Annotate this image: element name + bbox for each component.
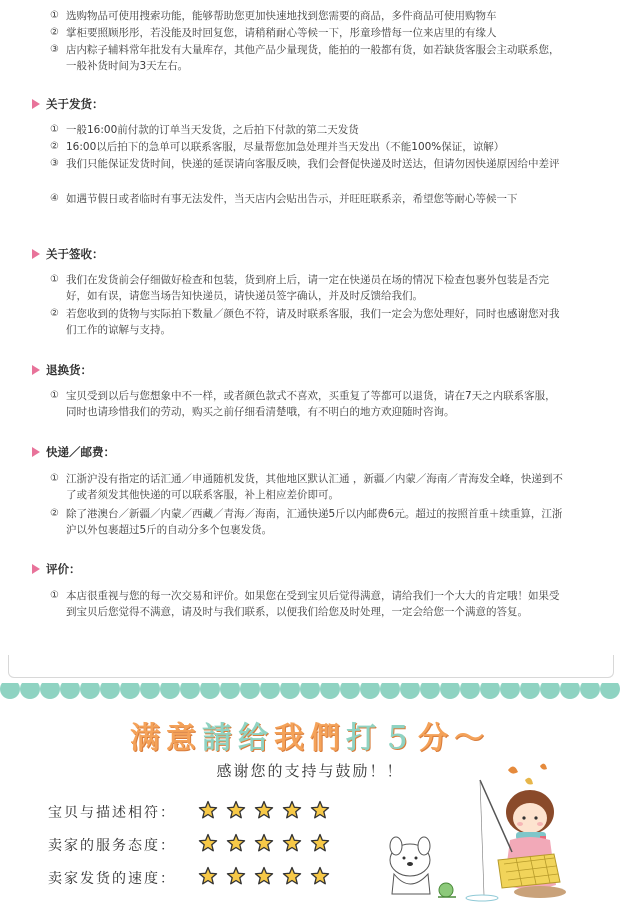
- scallop-shape: [500, 683, 520, 699]
- star-icon: [310, 866, 330, 886]
- star-rating: [198, 800, 338, 824]
- scallop-shape: [480, 683, 500, 699]
- intro-item: [50, 8, 565, 24]
- list-item: ② 除了港澳台／新疆／内蒙／西藏／青海／海南，汇通快递5斤以内邮费6元。超过的按照首重＋续重算，江浙沪以外包裹超过5斤的自动分多个包裹发货。: [50, 508, 563, 536]
- star-icon: [254, 833, 274, 853]
- star-icon: [254, 800, 274, 820]
- list-item: ① 一般16:00前付款的订单当天发货，之后拍下付款的第二天发货: [50, 124, 359, 136]
- scallop-shape: [260, 683, 280, 699]
- item-text: 店内粽子辅料常年批发有大量库存，其他产品少量现货，能拍的一般都有货，如若缺货客服会主动联系您，一般补货时间为3天左右。: [66, 44, 560, 72]
- item-text: 选购物品可使用搜索功能，能够帮助您更加快速地找到您需要的商品，多件商品可使用购物车: [66, 10, 497, 22]
- star-icon: [310, 800, 330, 820]
- scallop-shape: [220, 683, 240, 699]
- list-item: ① 江浙沪没有指定的话汇通／申通随机发货，其他地区默认汇通 ，新疆／内蒙／海南／青海发全峰，快递到不了或者须发其他快递的可以联系客服，补上相应差价即可。: [50, 473, 563, 501]
- triangle-bullet-icon: [32, 564, 40, 574]
- rating-label: 卖家的服务态度：: [48, 838, 176, 854]
- scallop-shape: [460, 683, 480, 699]
- scallop-shape: [600, 683, 620, 699]
- star-icon: [198, 866, 218, 886]
- content-frame-border: [8, 655, 614, 678]
- list-item: ② 若您收到的货物与实际拍下数量／颜色不符，请及时联系客服，我们一定会为您处理好，同时也感谢您对我们工作的谅解与支持。: [50, 308, 560, 336]
- triangle-bullet-icon: [32, 365, 40, 375]
- scallop-shape: [60, 683, 80, 699]
- star-icon: [226, 833, 246, 853]
- star-icon: [198, 833, 218, 853]
- star-icon: [310, 833, 330, 853]
- star-icon: [282, 800, 302, 820]
- triangle-bullet-icon: [32, 249, 40, 259]
- list-item: ① 我们在发货前会仔细做好检查和包装，货到府上后，请一定在快递员在场的情况下检查包裹外包装是否完好，如有误，请您当场告知快递员，请快递员签字确认，并及时反馈给我们。: [50, 274, 549, 302]
- section-heading-postage: 快递／邮费：: [32, 444, 115, 462]
- item-number: ③: [50, 44, 59, 55]
- intro-item: [50, 25, 565, 41]
- scallop-shape: [80, 683, 100, 699]
- item-number: ①: [50, 10, 59, 21]
- triangle-bullet-icon: [32, 99, 40, 109]
- banner-title: 满意請给我們打５分～: [130, 721, 490, 756]
- scallop-shape: [320, 683, 340, 699]
- star-icon: [226, 866, 246, 886]
- star-icon: [254, 866, 274, 886]
- section-heading-reviews: 评价：: [32, 561, 81, 579]
- scallop-shape: [120, 683, 140, 699]
- list-item: ④ 如遇节假日或者临时有事无法发件，当天店内会贴出告示，并旺旺联系亲，希望您等耐心等候一下: [50, 193, 518, 205]
- scallop-shape: [360, 683, 380, 699]
- list-item: ② 16:00以后拍下的急单可以联系客服，尽量帮您加急处理并当天发出（不能100%保证，谅解）: [50, 141, 505, 153]
- scallop-shape: [280, 683, 300, 699]
- scallop-shape: [300, 683, 320, 699]
- star-rating: [198, 833, 338, 857]
- section-heading-returns: 退换货：: [32, 362, 92, 380]
- scallop-shape: [0, 683, 20, 699]
- item-number: ②: [50, 27, 59, 38]
- rating-label: 宝贝与描述相符：: [48, 805, 176, 821]
- star-icon: [226, 800, 246, 820]
- triangle-bullet-icon: [32, 447, 40, 457]
- scallop-shape: [580, 683, 600, 699]
- star-rating: [198, 866, 338, 890]
- scallop-shape: [100, 683, 120, 699]
- scallop-shape: [380, 683, 400, 699]
- star-icon: [198, 800, 218, 820]
- scallop-divider: [0, 683, 620, 705]
- scallop-shape: [440, 683, 460, 699]
- intro-item: [50, 42, 565, 74]
- list-item: ① 宝贝受到以后与您想象中不一样，或者颜色款式不喜欢，买重复了等都可以退货，请在7天之内联系客服，同时也请珍惜我们的劳动，购买之前仔细看清楚哦，有不明白的地方欢迎随时咨询。: [50, 390, 556, 418]
- list-item: ① 本店很重视与您的每一次交易和评价。如果您在受到宝贝后觉得满意，请给我们一个大大的肯定哦！如果受到宝贝后您觉得不满意，请及时与我们联系，以便我们给您及时处理，一定会给您一个满意的答复。: [50, 590, 560, 618]
- scallop-shape: [20, 683, 40, 699]
- scallop-shape: [420, 683, 440, 699]
- star-icon: [282, 833, 302, 853]
- scallop-shape: [200, 683, 220, 699]
- list-item: ③ 我们只能保证发货时间，快递的延误请向客服反映，我们会督促快递及时送达，但请勿因快递原因给中差评: [50, 158, 560, 170]
- scallop-shape: [520, 683, 540, 699]
- star-icon: [282, 866, 302, 886]
- scallop-shape: [180, 683, 200, 699]
- scallop-shape: [560, 683, 580, 699]
- scallop-shape: [240, 683, 260, 699]
- section-heading-receiving: 关于签收：: [32, 246, 104, 264]
- rating-label: 卖家发货的速度：: [48, 871, 176, 887]
- scallop-shape: [140, 683, 160, 699]
- item-text: 掌柜要照顾彤彤，若没能及时回复您，请稍稍耐心等候一下，彤童珍惜每一位来店里的有缘人: [66, 27, 497, 39]
- scallop-shape: [40, 683, 60, 699]
- scallop-shape: [540, 683, 560, 699]
- section-heading-shipping: 关于发货：: [32, 96, 104, 114]
- scallop-shape: [340, 683, 360, 699]
- scallop-shape: [160, 683, 180, 699]
- girl-fishing-illustration: [380, 760, 590, 910]
- banner-subtitle: 感谢您的支持与鼓励！！: [216, 762, 404, 780]
- scallop-shape: [400, 683, 420, 699]
